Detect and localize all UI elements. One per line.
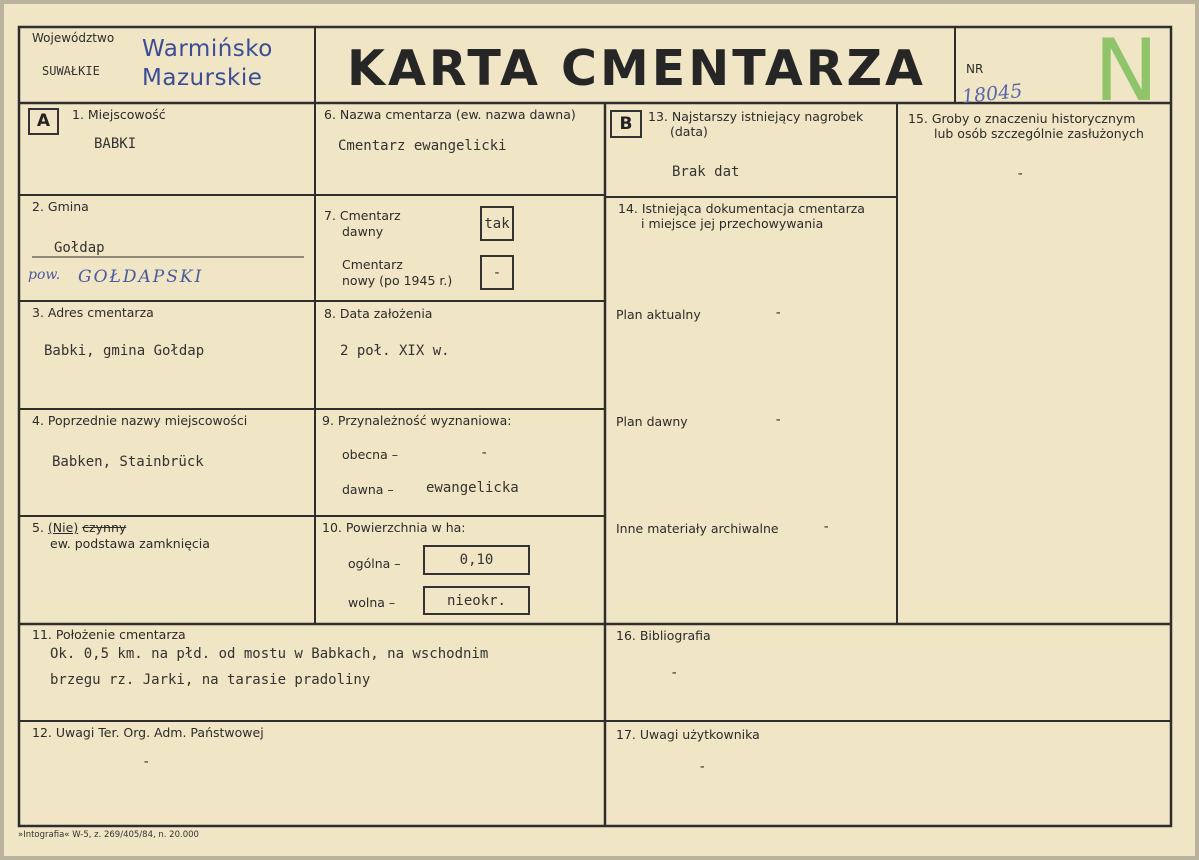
wojewodztwo-label: Województwo — [32, 31, 115, 45]
field-14-label-b: i miejsce jej przechowywania — [641, 216, 824, 231]
inne-materialy-value: - — [822, 519, 831, 535]
field-9-label: 9. Przynależność wyznaniowa: — [322, 413, 512, 428]
field-1-label: 1. Miejscowość — [72, 107, 166, 122]
nr-label: NR — [966, 62, 984, 76]
field-16-value: - — [670, 665, 679, 681]
field-17-value: - — [698, 759, 707, 775]
field-16-label: 16. Bibliografia — [616, 628, 711, 643]
field-5-label-line2: ew. podstawa zamknięcia — [50, 536, 210, 551]
field-9-dawna-value: ewangelicka — [426, 480, 519, 496]
plan-aktualny-value: - — [774, 305, 783, 321]
field-13-label-a: 13. Najstarszy istniejący nagrobek — [648, 109, 864, 124]
field-6-label: 6. Nazwa cmentarza (ew. nazwa dawna) — [324, 107, 576, 122]
field-11-label: 11. Położenie cmentarza — [32, 627, 186, 642]
field-3-label: 3. Adres cmentarza — [32, 305, 154, 320]
field-9-obecna-label: obecna – — [342, 447, 398, 462]
field-15-label-b: lub osób szczególnie zasłużonych — [934, 126, 1144, 141]
field-6-value: Cmentarz ewangelicki — [338, 138, 507, 154]
wojewodztwo-stamp-line1: Warmińsko — [142, 36, 273, 62]
wojewodztwo-typed-value: SUWAŁKIE — [42, 64, 100, 78]
field-10-label: 10. Powierzchnia w ha: — [322, 520, 466, 535]
field-10-wolna-label: wolna – — [348, 595, 396, 610]
field-8-value: 2 poł. XIX w. — [340, 343, 450, 359]
field-17-label: 17. Uwagi użytkownika — [616, 727, 760, 742]
field-10-ogolna-label: ogólna – — [348, 556, 401, 571]
field-15-label-a: 15. Groby o znaczeniu historycznym — [908, 111, 1136, 126]
printer-imprint: »Intografia« W-5, z. 269/405/84, n. 20.000 — [18, 830, 199, 840]
wojewodztwo-stamp-line2: Mazurskie — [142, 65, 263, 91]
plan-aktualny-label: Plan aktualny — [616, 307, 701, 322]
cemetery-card — [4, 4, 1195, 856]
field-12-value: - — [142, 754, 151, 770]
field-8-label: 8. Data założenia — [324, 306, 433, 321]
field-5-czynny: czynny — [82, 520, 127, 535]
field-13-value: Brak dat — [672, 164, 740, 180]
section-b-marker: B — [610, 110, 642, 138]
field-4-label: 4. Poprzednie nazwy miejscowości — [32, 413, 248, 428]
field-15-value: - — [1016, 166, 1025, 182]
card-title: KARTA CMENTARZA — [347, 40, 926, 97]
field-5-nie: (Nie) — [47, 520, 79, 535]
field-7-label-a: 7. Cmentarz — [324, 208, 401, 223]
field-3-value: Babki, gmina Gołdap — [44, 343, 205, 359]
field-7-label-c: Cmentarz — [342, 257, 403, 272]
field-7-new-value: - — [480, 255, 514, 290]
field-14-label-a: 14. Istniejąca dokumentacja cmentarza — [618, 201, 865, 216]
plan-dawny-value: - — [774, 412, 783, 428]
plan-dawny-label: Plan dawny — [616, 414, 688, 429]
green-letter-mark: N — [1094, 21, 1159, 121]
field-5-label — [32, 521, 126, 535]
field-11-line2: brzegu rz. Jarki, na tarasie pradoliny — [50, 672, 371, 688]
section-a-marker: A — [28, 108, 59, 135]
nr-handwritten-value: 18045 — [960, 79, 1024, 109]
field-9-obecna-value: - — [480, 445, 489, 461]
field-11-line1: Ok. 0,5 km. na płd. od mostu w Babkach, na wschodnim — [50, 646, 489, 662]
field-2-pow-prefix: pow. — [28, 267, 61, 283]
field-7-old-value: tak — [480, 206, 514, 241]
field-2-pow-value: GOŁDAPSKI — [78, 267, 204, 287]
field-5-number: 5. — [32, 520, 44, 535]
field-12-label: 12. Uwagi Ter. Org. Adm. Państwowej — [32, 725, 264, 740]
field-7-label-d: nowy (po 1945 r.) — [342, 273, 453, 288]
inne-materialy-label: Inne materiały archiwalne — [616, 521, 779, 536]
field-2-value: Gołdap — [54, 240, 105, 256]
field-10-wolna-value: nieokr. — [423, 586, 530, 615]
field-7-label-b: dawny — [342, 224, 384, 239]
field-2-label: 2. Gmina — [32, 199, 89, 214]
field-13-label-b: (data) — [670, 124, 708, 139]
field-9-dawna-label: dawna – — [342, 482, 394, 497]
field-1-value: BABKI — [94, 136, 137, 152]
field-4-value: Babken, Stainbrück — [52, 454, 204, 470]
field-10-ogolna-value: 0,10 — [423, 545, 530, 575]
